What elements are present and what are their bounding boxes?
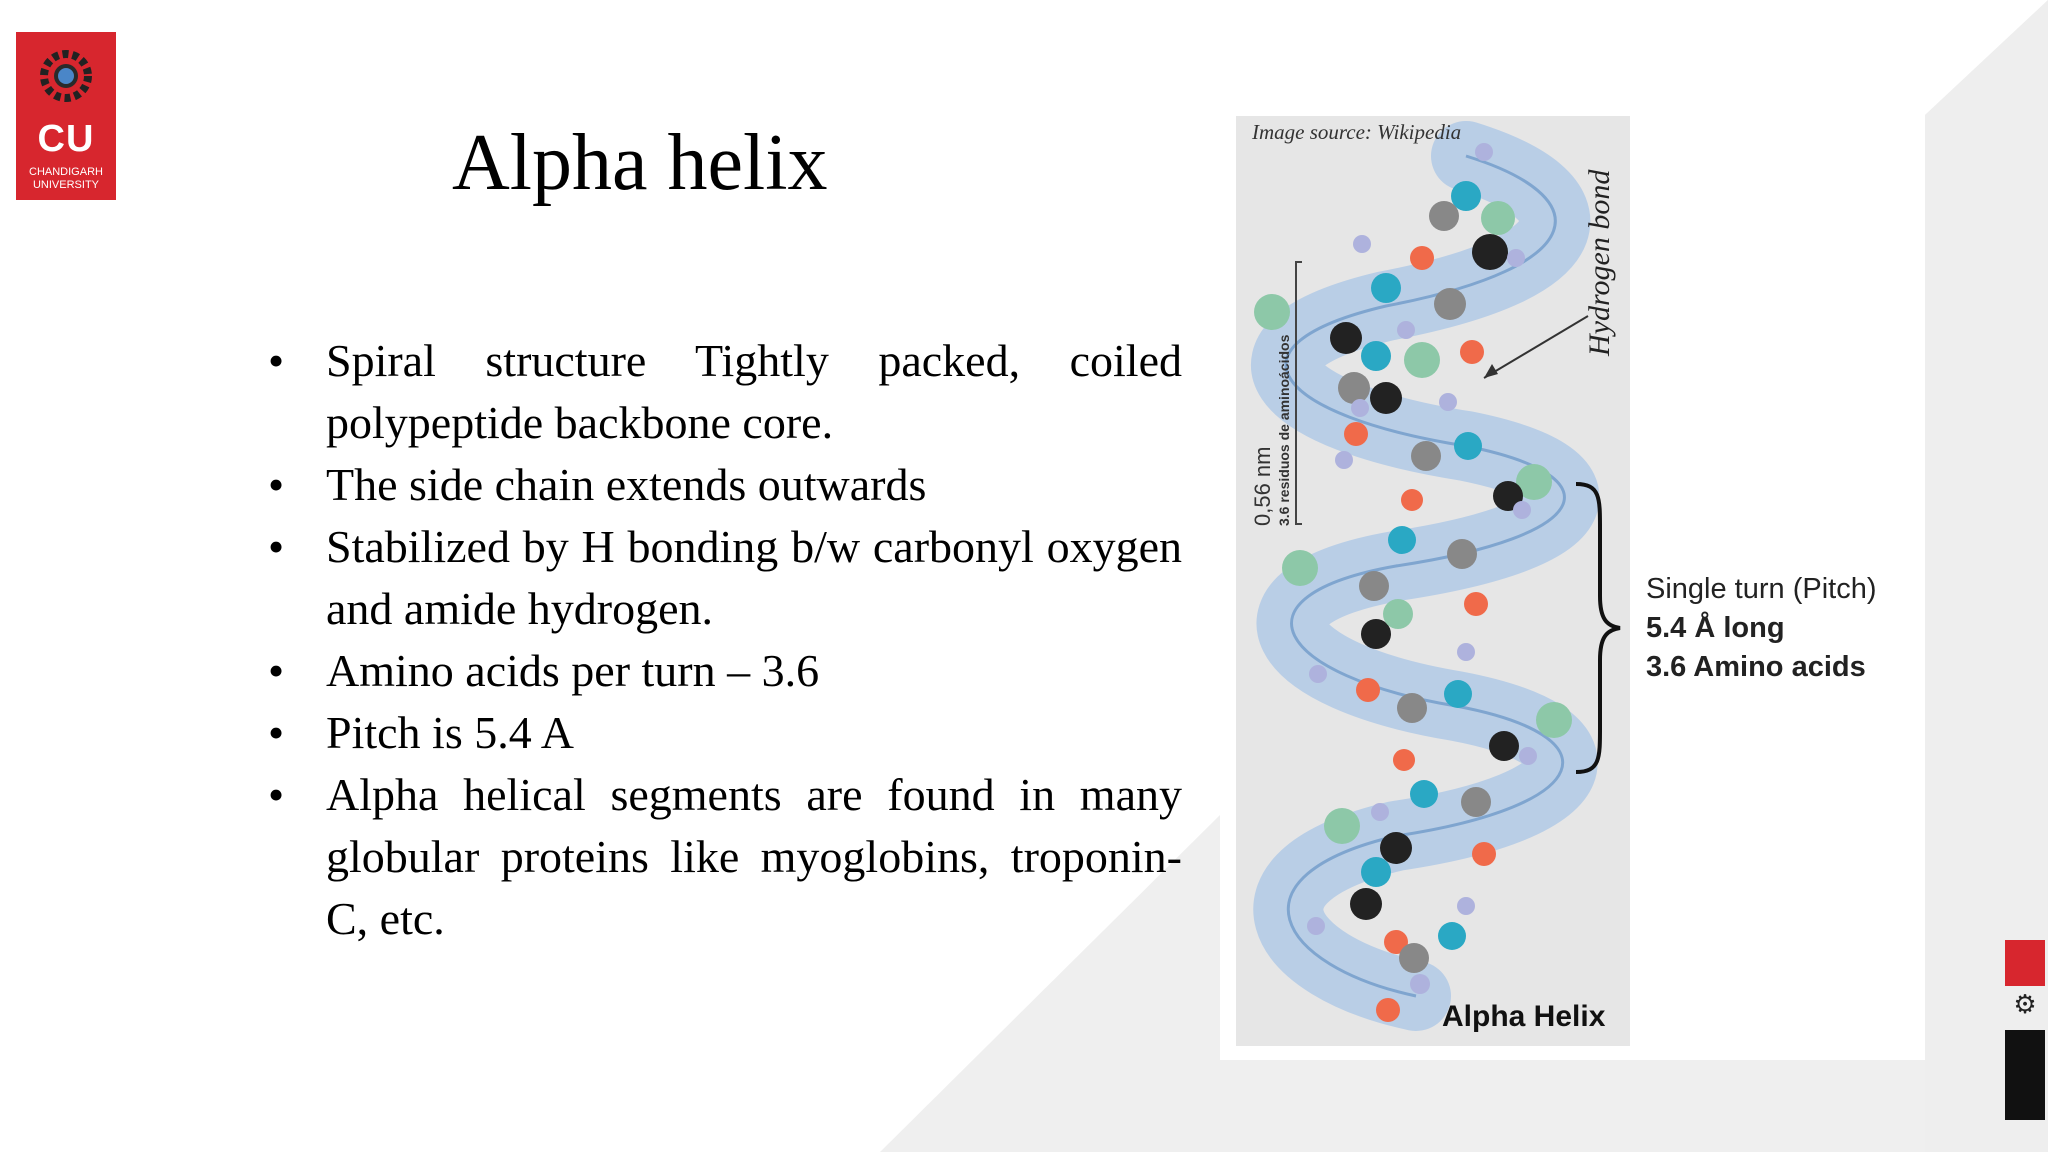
bullet-text: Alpha helical segments are found in many globular proteins like myoglobins, troponin- C, etc. bbox=[326, 769, 1182, 944]
figure-caption: Alpha Helix bbox=[1442, 1000, 1606, 1033]
gear-emblem-icon bbox=[32, 40, 100, 112]
helix-dimension-label bbox=[1250, 266, 1300, 526]
bullet-dot: • bbox=[268, 769, 285, 820]
bullet-text: Amino acids per turn – 3.6 bbox=[326, 645, 820, 696]
bullet-text: Pitch is 5.4 A bbox=[326, 707, 574, 758]
bullet-dot: • bbox=[268, 459, 285, 510]
slide-title: Alpha helix bbox=[452, 119, 828, 207]
bullet-item bbox=[262, 454, 1182, 516]
bullet-dot: • bbox=[268, 707, 285, 758]
bullet-text: The side chain extends outwards bbox=[326, 459, 927, 510]
hydrogen-bond-label: Hydrogen bond bbox=[1583, 169, 1616, 356]
bullet-dot: • bbox=[268, 335, 285, 386]
side-strip-red bbox=[2005, 940, 2045, 986]
bullet-item bbox=[262, 640, 1182, 702]
bullet-dot: • bbox=[268, 521, 285, 572]
pitch-info bbox=[1646, 570, 1877, 687]
bullet-item bbox=[262, 764, 1182, 950]
logo-line2: UNIVERSITY bbox=[32, 179, 99, 191]
logo-abbr: CU bbox=[37, 118, 95, 160]
logo-line1: CHANDIGARH bbox=[29, 166, 103, 178]
pitch-title: Single turn (Pitch) bbox=[1646, 573, 1877, 605]
pitch-length: 5.4 Å long bbox=[1646, 612, 1785, 644]
pitch-amino-acids: 3.6 Amino acids bbox=[1646, 651, 1866, 683]
side-gear-icon: ⚙ bbox=[2013, 990, 2037, 1019]
bullet-text: Stabilized by H bonding b/w carbonyl oxygen and amide hydrogen. bbox=[326, 521, 1182, 634]
size-nm-label: 0,56 nm bbox=[1250, 446, 1275, 526]
logo-name bbox=[16, 166, 116, 192]
pitch-brace-icon bbox=[1566, 478, 1626, 778]
bullet-list bbox=[262, 330, 1182, 950]
bullet-item bbox=[262, 702, 1182, 764]
university-logo bbox=[16, 32, 116, 200]
bullet-item bbox=[262, 330, 1182, 454]
bullet-dot: • bbox=[268, 645, 285, 696]
bullet-text: Spiral structure Tightly packed, coiled polypeptide backbone core. bbox=[326, 335, 1182, 448]
bullet-item bbox=[262, 516, 1182, 640]
residues-label: 3.6 residuos de aminoácidos bbox=[1276, 334, 1292, 526]
image-source-label: Image source: Wikipedia bbox=[1252, 120, 1462, 144]
side-strip-black bbox=[2005, 1030, 2045, 1120]
